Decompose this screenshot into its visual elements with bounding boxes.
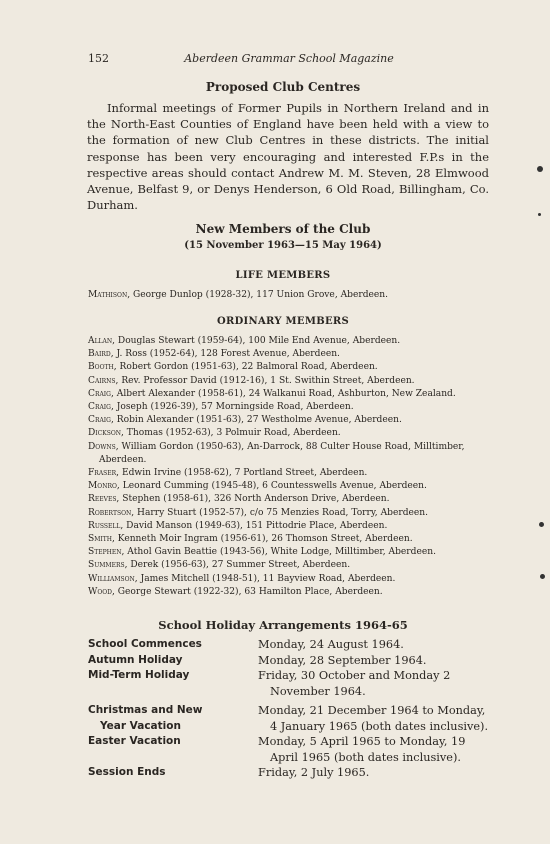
member-details: David Manson (1949-63), 151 Pittodrie Place, Aberdeen. (123, 520, 388, 531)
member-surname: Russell, (88, 520, 124, 531)
scan-mark (538, 213, 541, 216)
member-entry (88, 427, 488, 440)
holiday-name-line: Session Ends (88, 766, 166, 778)
member-details: J. Ross (1952-64), 128 Forest Avenue, Aberdeen. (113, 349, 340, 360)
member-entry (88, 388, 488, 401)
holiday-table (88, 637, 490, 781)
holiday-name (88, 703, 258, 734)
member-entry (88, 480, 488, 493)
holiday-row (88, 765, 490, 781)
scan-mark (540, 574, 545, 579)
member-surname: Allan, (88, 336, 116, 346)
new-members-dates: (15 November 1963—15 May 1964) (184, 240, 382, 251)
member-details: Albert Alexander (1958-61), 24 Walkanui Road, Ashburton, New Zealand. (113, 388, 456, 399)
member-details: Joseph (1926-39), 57 Morningside Road, Aberdeen. (113, 402, 354, 413)
member-surname: Reeves, (88, 494, 120, 505)
club-centres-title: Proposed Club Centres (205, 80, 361, 94)
member-surname: Baird, (88, 349, 114, 360)
new-members-title: New Members of the Club (195, 222, 371, 236)
member-surname: Smith, (88, 534, 115, 545)
member-surname: Cairns, (88, 375, 119, 386)
member-details: Leonard Cumming (1945-48), 6 Countesswells Avenue, Aberdeen. (119, 481, 427, 492)
member-details: Derek (1956-63), 27 Summer Street, Aberdeen. (127, 560, 351, 571)
member-details: Stephen (1958-61), 326 North Anderson Drive, Aberdeen. (119, 494, 390, 505)
member-surname: Fraser, (88, 468, 120, 479)
member-details: Robin Alexander (1951-63), 27 Westholme Avenue, Aberdeen. (113, 415, 402, 426)
member-entry (88, 573, 488, 586)
scan-mark (539, 522, 544, 527)
member-entry (88, 520, 488, 533)
holiday-name-line: Easter Vacation (88, 735, 181, 747)
holiday-row (88, 668, 490, 699)
holiday-date: Monday, 24 August 1964. (258, 638, 404, 651)
member-details: Thomas (1952-63), 3 Polmuir Road, Aberdeen. (123, 428, 341, 439)
member-details: Athol Gavin Beattie (1943-56), White Lodge, Milltimber, Aberdeen. (124, 547, 436, 558)
life-members-list (88, 289, 488, 302)
holiday-name-line: Autumn Holiday (88, 653, 183, 666)
running-title: Aberdeen Grammar School Magazine (184, 52, 394, 65)
scan-mark (537, 166, 543, 172)
member-surname: Wood, (88, 586, 115, 597)
member-details: George Stewart (1922-32), 63 Hamilton Place, Aberdeen. (114, 586, 383, 597)
member-details: William Gordon (1950-63), An-Darrock, 88 Culter House Road, Milltimber, Aberdeen. (99, 441, 465, 465)
member-details: James Mitchell (1948-51), 11 Bayview Road, Aberdeen. (137, 573, 396, 584)
holiday-name (88, 637, 258, 653)
member-surname: Downs, (88, 441, 119, 452)
member-surname: Monro, (88, 481, 120, 492)
life-members-heading: LIFE MEMBERS (235, 270, 331, 281)
holiday-title-text: School Holiday Arrangements 1964-65 (158, 618, 408, 632)
member-details: Rev. Professor David (1912-16), 1 St. Swithin Street, Aberdeen. (118, 375, 415, 386)
holiday-date: Monday, 28 September 1964. (258, 653, 427, 667)
member-entry (88, 361, 488, 374)
holiday-name-line: Christmas and New (88, 704, 203, 716)
member-entry (88, 559, 488, 572)
member-details: Edwin Irvine (1958-62), 7 Portland Street, Aberdeen. (119, 468, 368, 479)
member-surname: Craig, (88, 402, 114, 413)
ordinary-members-heading: ORDINARY MEMBERS (216, 316, 350, 327)
member-entry (88, 493, 488, 506)
member-entry (88, 401, 488, 414)
member-surname: Craig, (88, 415, 114, 426)
member-details: Douglas Stewart (1959-64), 100 Mile End Avenue, Aberdeen. (115, 336, 401, 346)
member-details: Harry Stuart (1952-57), c/o 75 Menzies Road, Torry, Aberdeen. (134, 507, 429, 518)
holiday-date: Friday, 2 July 1965. (258, 766, 370, 779)
holiday-name-line: School Commences (88, 638, 202, 650)
holiday-row (88, 703, 490, 734)
member-entry (88, 533, 488, 546)
member-details: Kenneth Moir Ingram (1956-61), 26 Thomson Street, Aberdeen. (114, 534, 413, 545)
club-centres-paragraph: Informal meetings of Former Pupils in Northern Ireland and in the North-East Counties of England have been held with a view to the formation of new Club Centres in these districts. The initial response has been very encouraging and interested F.P.s in the respective areas should contact Andrew M. M. Steven, 28 Elmwood Avenue, Belfast 9, or Denys Henderson, 6 Old Road, Billingham, Co. Durham. (87, 101, 489, 213)
member-surname: Robertson, (88, 507, 135, 518)
member-entry (88, 414, 488, 427)
member-details: Robert Gordon (1951-63), 22 Balmoral Road, Aberdeen. (116, 362, 378, 373)
holiday-date: Monday, 21 December 1964 to Monday, 4 January 1965 (both dates inclusive). (258, 704, 489, 733)
member-surname: Williamson, (88, 573, 138, 584)
member-entry (88, 289, 488, 302)
member-surname: Stephen, (88, 547, 125, 558)
holiday-name-line: Year Vacation (100, 719, 181, 732)
page-number: 152 (88, 52, 109, 65)
member-surname: Booth, (88, 362, 117, 373)
holiday-date: Monday, 5 April 1965 to Monday, 19 April 1965 (both dates inclusive). (258, 735, 466, 764)
member-entry (88, 348, 488, 361)
member-entry (88, 335, 488, 348)
member-entry (88, 586, 488, 599)
member-surname: Craig, (88, 388, 114, 399)
holiday-name (88, 734, 258, 765)
holiday-row (88, 734, 490, 765)
member-surname: Mathison, (88, 290, 131, 300)
member-details: George Dunlop (1928-32), 117 Union Grove, Aberdeen. (130, 290, 389, 300)
ordinary-members-list (88, 335, 488, 599)
member-entry (88, 507, 488, 520)
holiday-row (88, 653, 490, 669)
holiday-name (88, 765, 258, 781)
member-surname: Summers, (88, 560, 128, 571)
holiday-name (88, 653, 258, 669)
member-entry (88, 441, 488, 467)
holiday-name (88, 668, 258, 699)
holiday-name-line: Mid-Term Holiday (88, 669, 190, 681)
holiday-date: Friday, 30 October and Monday 2 November 1964. (258, 669, 451, 698)
member-surname: Dickson, (88, 428, 124, 439)
member-entry (88, 546, 488, 559)
member-entry (88, 375, 488, 388)
holiday-row (88, 637, 490, 653)
member-entry (88, 467, 488, 480)
holiday-title (60, 618, 506, 632)
